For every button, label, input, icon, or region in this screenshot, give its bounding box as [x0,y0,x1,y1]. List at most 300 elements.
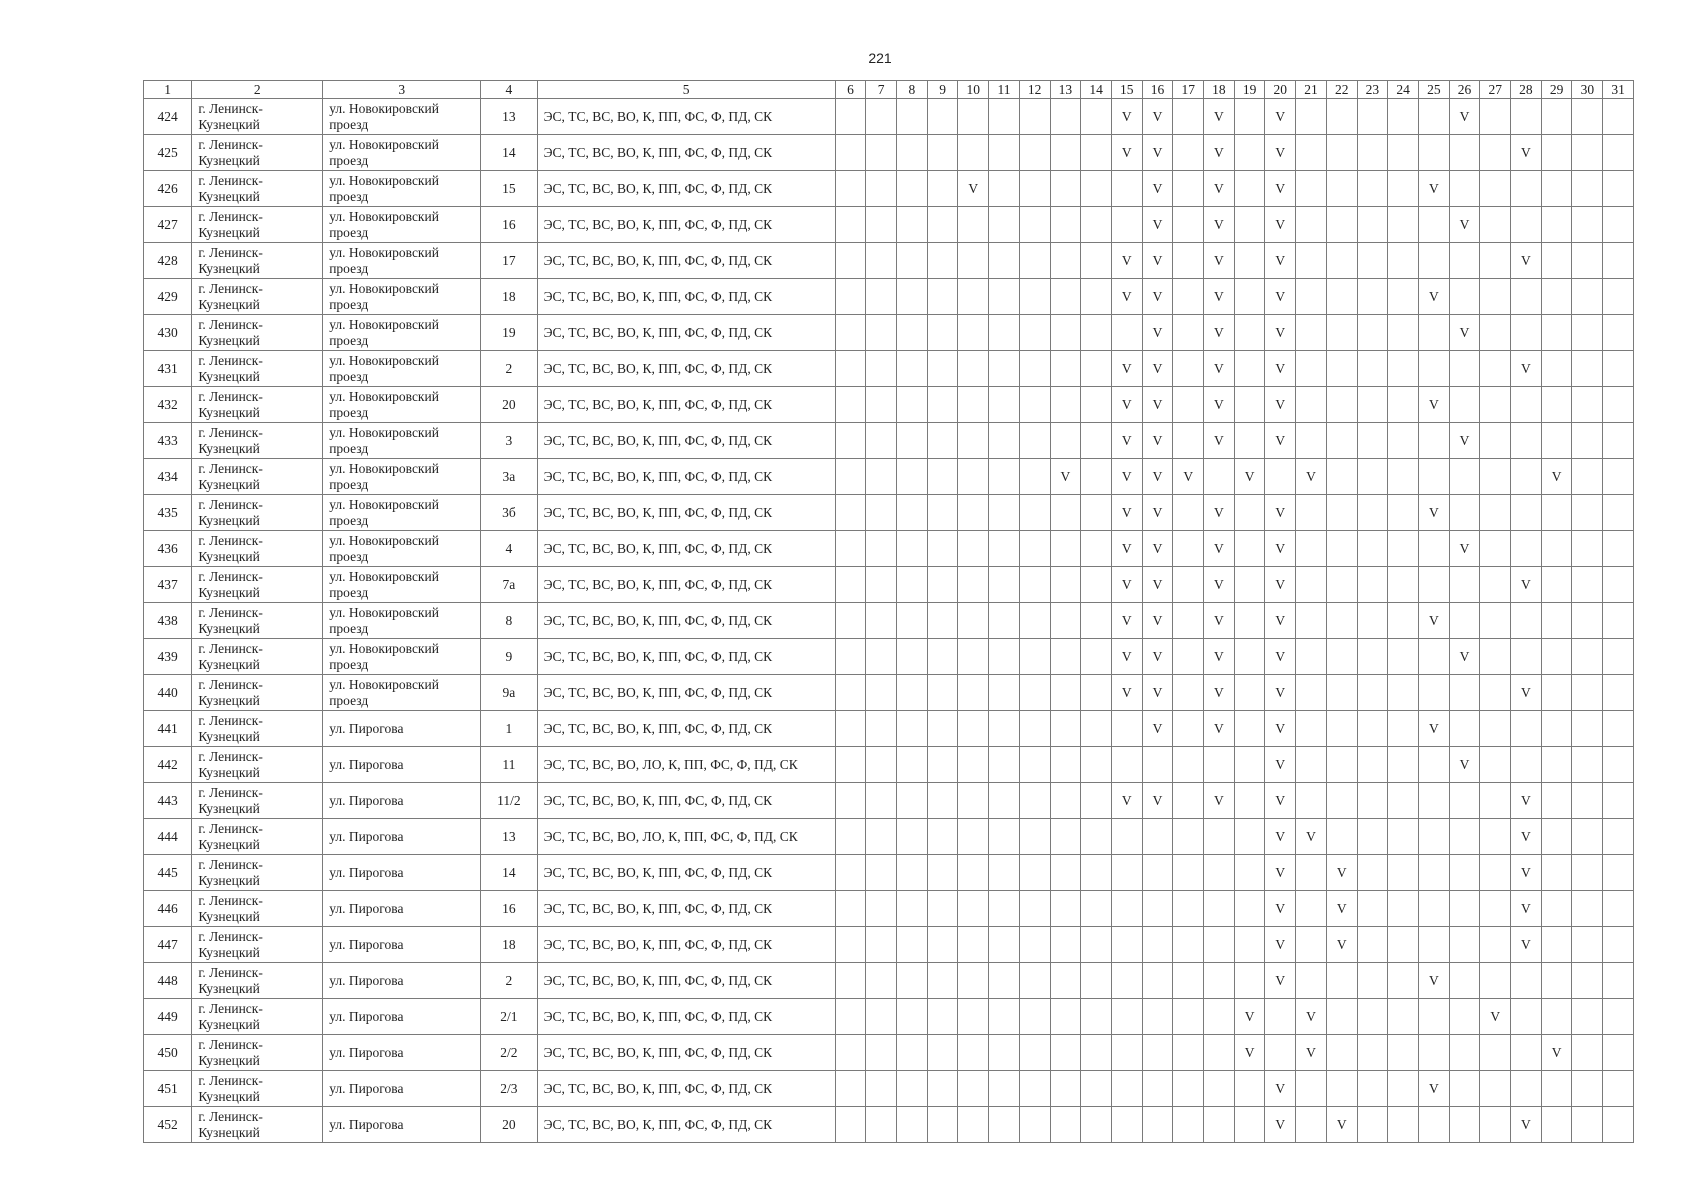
services-cell: ЭС, ТС, ВС, ВО, К, ПП, ФС, Ф, ПД, СК [537,639,835,675]
mark-cell-col-11 [989,567,1020,603]
table-row [144,459,1634,495]
mark-cell-col-20: V [1265,135,1296,171]
mark-cell-col-30 [1572,423,1603,459]
services-cell: ЭС, ТС, ВС, ВО, К, ПП, ФС, Ф, ПД, СК [537,495,835,531]
mark-cell-col-17 [1173,531,1204,567]
mark-cell-col-23 [1357,1035,1388,1071]
mark-cell-col-13 [1050,891,1081,927]
mark-cell-col-14 [1081,567,1112,603]
mark-cell-col-22 [1326,207,1357,243]
mark-cell-col-22 [1326,243,1357,279]
table-row [144,99,1634,135]
mark-cell-col-9 [927,423,958,459]
mark-cell-col-9 [927,495,958,531]
mark-cell-col-19 [1234,531,1265,567]
house-number-cell: 3б [481,495,537,531]
mark-cell-col-27 [1480,675,1511,711]
column-header-24: 24 [1388,81,1419,99]
city-cell: г. Ленинск- Кузнецкий [192,423,323,459]
mark-cell-col-21: V [1296,1035,1327,1071]
mark-cell-col-15 [1111,855,1142,891]
mark-cell-col-31 [1603,963,1634,999]
mark-cell-col-14 [1081,207,1112,243]
mark-cell-col-27 [1480,747,1511,783]
mark-cell-col-15 [1111,891,1142,927]
mark-cell-col-29 [1541,891,1572,927]
mark-cell-col-10 [958,1107,989,1143]
mark-cell-col-23 [1357,855,1388,891]
mark-cell-col-28 [1511,387,1542,423]
services-cell: ЭС, ТС, ВС, ВО, К, ПП, ФС, Ф, ПД, СК [537,675,835,711]
mark-cell-col-6 [835,1035,866,1071]
mark-cell-col-21 [1296,135,1327,171]
house-number-cell: 2 [481,351,537,387]
mark-cell-col-18: V [1204,99,1235,135]
mark-cell-col-18 [1204,1107,1235,1143]
mark-cell-col-27 [1480,171,1511,207]
mark-cell-col-18 [1204,963,1235,999]
mark-cell-col-9 [927,351,958,387]
mark-cell-col-31 [1603,135,1634,171]
mark-cell-col-26: V [1449,423,1480,459]
house-number-cell: 14 [481,135,537,171]
mark-cell-col-26 [1449,711,1480,747]
mark-cell-col-24 [1388,1071,1419,1107]
mark-cell-col-10: V [958,171,989,207]
mark-cell-col-22 [1326,1035,1357,1071]
mark-cell-col-24 [1388,567,1419,603]
mark-cell-col-13 [1050,531,1081,567]
mark-cell-col-17 [1173,819,1204,855]
mark-cell-col-13 [1050,495,1081,531]
mark-cell-col-14 [1081,855,1112,891]
mark-cell-col-7 [866,639,897,675]
register-table [143,80,1634,1143]
mark-cell-col-27 [1480,279,1511,315]
row-number: 445 [144,855,192,891]
mark-cell-col-17 [1173,1071,1204,1107]
mark-cell-col-31 [1603,171,1634,207]
mark-cell-col-9 [927,999,958,1035]
mark-cell-col-13 [1050,279,1081,315]
mark-cell-col-28: V [1511,675,1542,711]
mark-cell-col-17 [1173,243,1204,279]
mark-cell-col-8 [897,279,928,315]
mark-cell-col-26 [1449,675,1480,711]
mark-cell-col-12 [1019,315,1050,351]
mark-cell-col-9 [927,207,958,243]
mark-cell-col-18 [1204,747,1235,783]
table-row [144,1107,1634,1143]
mark-cell-col-14 [1081,675,1112,711]
mark-cell-col-17 [1173,171,1204,207]
mark-cell-col-25 [1418,819,1449,855]
mark-cell-col-29: V [1541,1035,1572,1071]
mark-cell-col-12 [1019,279,1050,315]
mark-cell-col-21 [1296,639,1327,675]
mark-cell-col-6 [835,675,866,711]
table-row [144,423,1634,459]
mark-cell-col-15: V [1111,495,1142,531]
services-cell: ЭС, ТС, ВС, ВО, К, ПП, ФС, Ф, ПД, СК [537,1071,835,1107]
mark-cell-col-19 [1234,639,1265,675]
column-header-20: 20 [1265,81,1296,99]
column-header-19: 19 [1234,81,1265,99]
row-number: 432 [144,387,192,423]
mark-cell-col-21 [1296,567,1327,603]
mark-cell-col-23 [1357,1107,1388,1143]
table-body [144,99,1634,1143]
row-number: 433 [144,423,192,459]
mark-cell-col-30 [1572,711,1603,747]
mark-cell-col-8 [897,1107,928,1143]
mark-cell-col-19 [1234,1107,1265,1143]
mark-cell-col-10 [958,999,989,1035]
street-cell: ул. Пирогова [323,927,481,963]
mark-cell-col-24 [1388,1107,1419,1143]
mark-cell-col-18: V [1204,603,1235,639]
mark-cell-col-8 [897,783,928,819]
mark-cell-col-17 [1173,423,1204,459]
mark-cell-col-14 [1081,387,1112,423]
mark-cell-col-19 [1234,315,1265,351]
mark-cell-col-12 [1019,927,1050,963]
city-cell: г. Ленинск- Кузнецкий [192,171,323,207]
mark-cell-col-24 [1388,855,1419,891]
mark-cell-col-27 [1480,639,1511,675]
mark-cell-col-12 [1019,891,1050,927]
mark-cell-col-16 [1142,1071,1173,1107]
mark-cell-col-27 [1480,387,1511,423]
mark-cell-col-23 [1357,891,1388,927]
mark-cell-col-31 [1603,891,1634,927]
mark-cell-col-26: V [1449,531,1480,567]
row-number: 451 [144,1071,192,1107]
mark-cell-col-25 [1418,891,1449,927]
city-cell: г. Ленинск- Кузнецкий [192,855,323,891]
mark-cell-col-31 [1603,279,1634,315]
mark-cell-col-11 [989,927,1020,963]
mark-cell-col-22 [1326,603,1357,639]
mark-cell-col-25 [1418,423,1449,459]
mark-cell-col-7 [866,819,897,855]
mark-cell-col-28: V [1511,135,1542,171]
mark-cell-col-6 [835,783,866,819]
mark-cell-col-18: V [1204,315,1235,351]
mark-cell-col-18: V [1204,567,1235,603]
mark-cell-col-15 [1111,315,1142,351]
mark-cell-col-12 [1019,243,1050,279]
mark-cell-col-25: V [1418,387,1449,423]
city-cell: г. Ленинск- Кузнецкий [192,1071,323,1107]
mark-cell-col-16: V [1142,459,1173,495]
mark-cell-col-7 [866,1107,897,1143]
mark-cell-col-11 [989,783,1020,819]
mark-cell-col-30 [1572,567,1603,603]
mark-cell-col-28 [1511,99,1542,135]
mark-cell-col-21 [1296,495,1327,531]
mark-cell-col-6 [835,963,866,999]
row-number: 428 [144,243,192,279]
mark-cell-col-25: V [1418,711,1449,747]
mark-cell-col-8 [897,891,928,927]
mark-cell-col-28 [1511,495,1542,531]
mark-cell-col-19 [1234,783,1265,819]
mark-cell-col-28 [1511,963,1542,999]
house-number-cell: 8 [481,603,537,639]
mark-cell-col-10 [958,423,989,459]
mark-cell-col-23 [1357,783,1388,819]
mark-cell-col-27 [1480,135,1511,171]
mark-cell-col-14 [1081,711,1112,747]
city-cell: г. Ленинск- Кузнецкий [192,99,323,135]
mark-cell-col-31 [1603,387,1634,423]
mark-cell-col-30 [1572,495,1603,531]
row-number: 431 [144,351,192,387]
mark-cell-col-19 [1234,387,1265,423]
mark-cell-col-17 [1173,1107,1204,1143]
mark-cell-col-16: V [1142,603,1173,639]
street-cell: ул. Новокировский проезд [323,135,481,171]
mark-cell-col-9 [927,99,958,135]
mark-cell-col-24 [1388,423,1419,459]
mark-cell-col-29 [1541,747,1572,783]
mark-cell-col-29 [1541,279,1572,315]
row-number: 450 [144,1035,192,1071]
mark-cell-col-6 [835,927,866,963]
column-header-2: 2 [192,81,323,99]
mark-cell-col-17 [1173,927,1204,963]
mark-cell-col-9 [927,531,958,567]
mark-cell-col-31 [1603,639,1634,675]
mark-cell-col-17 [1173,315,1204,351]
mark-cell-col-12 [1019,1107,1050,1143]
mark-cell-col-10 [958,711,989,747]
mark-cell-col-29: V [1541,459,1572,495]
mark-cell-col-14 [1081,891,1112,927]
mark-cell-col-16: V [1142,423,1173,459]
street-cell: ул. Пирогова [323,963,481,999]
mark-cell-col-30 [1572,315,1603,351]
mark-cell-col-11 [989,1035,1020,1071]
mark-cell-col-13 [1050,603,1081,639]
mark-cell-col-20: V [1265,711,1296,747]
mark-cell-col-13 [1050,639,1081,675]
column-number-row [144,81,1634,99]
mark-cell-col-20: V [1265,99,1296,135]
mark-cell-col-9 [927,819,958,855]
city-cell: г. Ленинск- Кузнецкий [192,459,323,495]
mark-cell-col-26: V [1449,315,1480,351]
mark-cell-col-28: V [1511,351,1542,387]
mark-cell-col-12 [1019,459,1050,495]
mark-cell-col-28 [1511,459,1542,495]
mark-cell-col-28 [1511,747,1542,783]
mark-cell-col-13 [1050,747,1081,783]
mark-cell-col-8 [897,207,928,243]
table-row [144,531,1634,567]
row-number: 444 [144,819,192,855]
mark-cell-col-12 [1019,999,1050,1035]
house-number-cell: 17 [481,243,537,279]
mark-cell-col-16: V [1142,99,1173,135]
mark-cell-col-24 [1388,459,1419,495]
mark-cell-col-12 [1019,171,1050,207]
mark-cell-col-24 [1388,207,1419,243]
mark-cell-col-19 [1234,207,1265,243]
mark-cell-col-19 [1234,855,1265,891]
mark-cell-col-26 [1449,171,1480,207]
mark-cell-col-27 [1480,459,1511,495]
mark-cell-col-31 [1603,1071,1634,1107]
mark-cell-col-12 [1019,1071,1050,1107]
mark-cell-col-13 [1050,207,1081,243]
mark-cell-col-11 [989,495,1020,531]
row-number: 430 [144,315,192,351]
house-number-cell: 1 [481,711,537,747]
mark-cell-col-27 [1480,495,1511,531]
mark-cell-col-12 [1019,747,1050,783]
mark-cell-col-18: V [1204,207,1235,243]
row-number: 424 [144,99,192,135]
mark-cell-col-14 [1081,531,1112,567]
mark-cell-col-8 [897,495,928,531]
mark-cell-col-7 [866,495,897,531]
mark-cell-col-19 [1234,963,1265,999]
mark-cell-col-28 [1511,603,1542,639]
mark-cell-col-14 [1081,351,1112,387]
column-header-5: 5 [537,81,835,99]
column-header-12: 12 [1019,81,1050,99]
mark-cell-col-20: V [1265,387,1296,423]
mark-cell-col-25: V [1418,171,1449,207]
mark-cell-col-22 [1326,423,1357,459]
mark-cell-col-20: V [1265,567,1296,603]
mark-cell-col-19 [1234,603,1265,639]
street-cell: ул. Новокировский проезд [323,639,481,675]
services-cell: ЭС, ТС, ВС, ВО, К, ПП, ФС, Ф, ПД, СК [537,1035,835,1071]
mark-cell-col-14 [1081,603,1112,639]
house-number-cell: 3а [481,459,537,495]
row-number: 438 [144,603,192,639]
services-cell: ЭС, ТС, ВС, ВО, К, ПП, ФС, Ф, ПД, СК [537,459,835,495]
mark-cell-col-25 [1418,243,1449,279]
mark-cell-col-30 [1572,963,1603,999]
mark-cell-col-27 [1480,315,1511,351]
city-cell: г. Ленинск- Кузнецкий [192,963,323,999]
street-cell: ул. Новокировский проезд [323,459,481,495]
street-cell: ул. Новокировский проезд [323,99,481,135]
row-number: 437 [144,567,192,603]
mark-cell-col-17 [1173,207,1204,243]
mark-cell-col-8 [897,135,928,171]
mark-cell-col-9 [927,639,958,675]
mark-cell-col-29 [1541,783,1572,819]
mark-cell-col-23 [1357,1071,1388,1107]
mark-cell-col-7 [866,243,897,279]
mark-cell-col-8 [897,99,928,135]
city-cell: г. Ленинск- Кузнецкий [192,207,323,243]
mark-cell-col-27 [1480,567,1511,603]
row-number: 425 [144,135,192,171]
mark-cell-col-16: V [1142,171,1173,207]
mark-cell-col-25: V [1418,279,1449,315]
mark-cell-col-16 [1142,927,1173,963]
mark-cell-col-23 [1357,999,1388,1035]
mark-cell-col-15: V [1111,783,1142,819]
mark-cell-col-7 [866,207,897,243]
mark-cell-col-7 [866,135,897,171]
mark-cell-col-15: V [1111,279,1142,315]
services-cell: ЭС, ТС, ВС, ВО, К, ПП, ФС, Ф, ПД, СК [537,423,835,459]
row-number: 447 [144,927,192,963]
mark-cell-col-31 [1603,99,1634,135]
mark-cell-col-18 [1204,999,1235,1035]
mark-cell-col-29 [1541,711,1572,747]
services-cell: ЭС, ТС, ВС, ВО, К, ПП, ФС, Ф, ПД, СК [537,891,835,927]
mark-cell-col-29 [1541,387,1572,423]
mark-cell-col-15: V [1111,459,1142,495]
mark-cell-col-6 [835,531,866,567]
mark-cell-col-28 [1511,207,1542,243]
house-number-cell: 16 [481,891,537,927]
city-cell: г. Ленинск- Кузнецкий [192,315,323,351]
mark-cell-col-21 [1296,747,1327,783]
mark-cell-col-28: V [1511,243,1542,279]
mark-cell-col-9 [927,603,958,639]
house-number-cell: 20 [481,387,537,423]
city-cell: г. Ленинск- Кузнецкий [192,1107,323,1143]
mark-cell-col-14 [1081,963,1112,999]
mark-cell-col-19 [1234,567,1265,603]
mark-cell-col-28: V [1511,819,1542,855]
mark-cell-col-30 [1572,927,1603,963]
column-header-29: 29 [1541,81,1572,99]
mark-cell-col-12 [1019,567,1050,603]
mark-cell-col-27 [1480,783,1511,819]
mark-cell-col-21 [1296,351,1327,387]
column-header-13: 13 [1050,81,1081,99]
mark-cell-col-29 [1541,243,1572,279]
mark-cell-col-23 [1357,459,1388,495]
mark-cell-col-21 [1296,1107,1327,1143]
mark-cell-col-25 [1418,531,1449,567]
mark-cell-col-21: V [1296,819,1327,855]
mark-cell-col-10 [958,891,989,927]
mark-cell-col-22: V [1326,927,1357,963]
mark-cell-col-22 [1326,315,1357,351]
mark-cell-col-29 [1541,1107,1572,1143]
mark-cell-col-23 [1357,135,1388,171]
mark-cell-col-31 [1603,711,1634,747]
mark-cell-col-11 [989,819,1020,855]
table-row [144,783,1634,819]
mark-cell-col-15 [1111,1107,1142,1143]
mark-cell-col-21 [1296,711,1327,747]
mark-cell-col-10 [958,747,989,783]
mark-cell-col-11 [989,243,1020,279]
mark-cell-col-11 [989,99,1020,135]
city-cell: г. Ленинск- Кузнецкий [192,387,323,423]
mark-cell-col-28 [1511,1035,1542,1071]
mark-cell-col-19 [1234,351,1265,387]
mark-cell-col-26 [1449,243,1480,279]
mark-cell-col-8 [897,1035,928,1071]
services-cell: ЭС, ТС, ВС, ВО, К, ПП, ФС, Ф, ПД, СК [537,279,835,315]
mark-cell-col-24 [1388,171,1419,207]
street-cell: ул. Новокировский проезд [323,567,481,603]
mark-cell-col-12 [1019,675,1050,711]
